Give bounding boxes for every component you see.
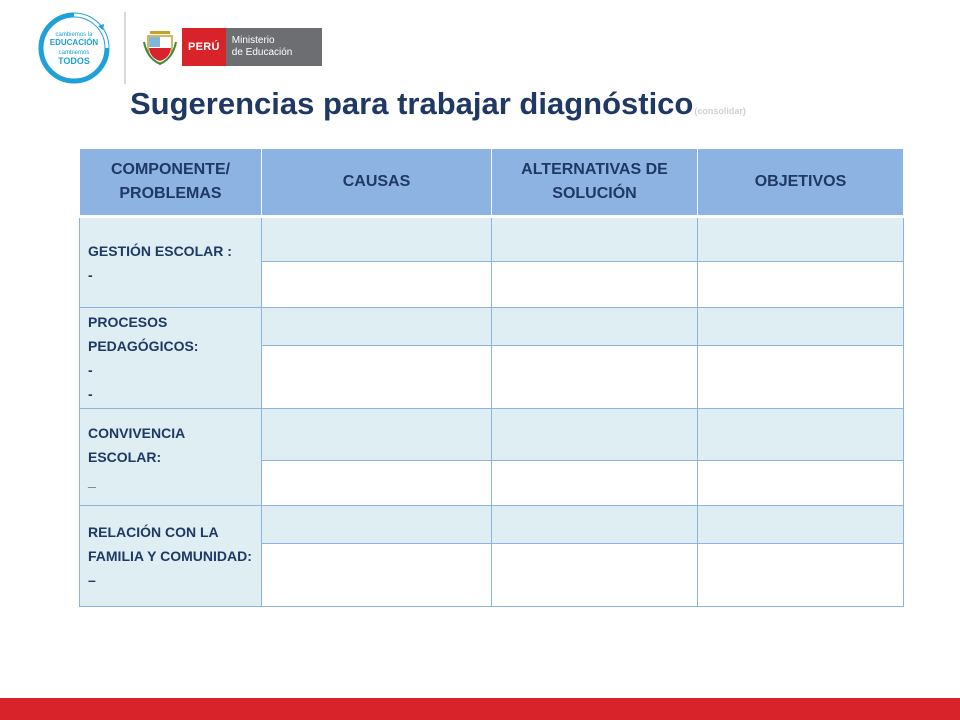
component-line: GESTIÓN ESCOLAR : (88, 242, 232, 259)
campaign-line1: cambiemos la (55, 32, 93, 38)
header-divider (124, 12, 126, 84)
diagnostic-table (79, 148, 904, 607)
cell-alternativas[interactable] (492, 262, 698, 308)
header-componente: COMPONENTE/ PROBLEMAS (80, 149, 262, 217)
cell-alternativas[interactable] (492, 308, 698, 346)
page-title: Sugerencias para trabajar diagnóstico (130, 86, 694, 121)
component-procesos (80, 308, 262, 409)
cell-objetivos[interactable] (698, 346, 904, 409)
cell-objetivos[interactable] (698, 544, 904, 607)
cell-alternativas[interactable] (492, 506, 698, 544)
table-row (80, 506, 904, 544)
cell-alternativas[interactable] (492, 461, 698, 506)
title-row (130, 86, 746, 122)
campaign-logo (38, 12, 110, 84)
header-causas: CAUSAS (262, 149, 492, 217)
title-note: (consolidar) (694, 106, 746, 116)
component-line: - (88, 266, 93, 283)
component-line: _ (88, 473, 96, 489)
cell-objetivos[interactable] (698, 461, 904, 506)
component-line: RELACIÓN CON LA FAMILIA Y COMUNIDAD: (88, 524, 252, 564)
ministry-line1: Ministerio (231, 35, 275, 46)
campaign-line2: EDUCACIÓN (49, 38, 99, 47)
footer-bar (0, 698, 960, 720)
cell-objetivos[interactable] (698, 262, 904, 308)
cell-objetivos[interactable] (698, 217, 904, 262)
table-row (80, 217, 904, 262)
cell-alternativas[interactable] (492, 217, 698, 262)
campaign-line3: cambiemos (58, 50, 90, 56)
ministry-logo (142, 28, 322, 66)
cell-objetivos[interactable] (698, 308, 904, 346)
component-line: – (88, 572, 96, 588)
header-alternativas: ALTERNATIVAS DE SOLUCIÓN (492, 149, 698, 217)
ministry-line2: de Educación (231, 47, 293, 58)
table-row (80, 308, 904, 346)
campaign-line4: TODOS (58, 56, 90, 66)
cell-causas[interactable] (262, 506, 492, 544)
cell-causas[interactable] (262, 308, 492, 346)
cell-alternativas[interactable] (492, 409, 698, 461)
component-line: - (88, 362, 93, 378)
cell-alternativas[interactable] (492, 346, 698, 409)
component-line: CONVIVENCIA ESCOLAR: (88, 425, 185, 465)
component-line: - (88, 386, 93, 402)
ministry-name (226, 28, 323, 66)
cell-causas[interactable] (262, 409, 492, 461)
cell-causas[interactable] (262, 346, 492, 409)
cell-causas[interactable] (262, 262, 492, 308)
cell-causas[interactable] (262, 461, 492, 506)
cell-causas[interactable] (262, 217, 492, 262)
component-convivencia (80, 409, 262, 506)
table-row (80, 409, 904, 461)
cell-objetivos[interactable] (698, 409, 904, 461)
header-objetivos: OBJETIVOS (698, 149, 904, 217)
table-header-row (80, 149, 904, 217)
peru-label: PERÚ (182, 28, 226, 66)
component-line: PROCESOS PEDAGÓGICOS: (88, 314, 199, 354)
component-familia (80, 506, 262, 607)
coat-of-arms-icon (142, 28, 178, 66)
cell-causas[interactable] (262, 544, 492, 607)
cell-objetivos[interactable] (698, 506, 904, 544)
cell-alternativas[interactable] (492, 544, 698, 607)
component-gestion (80, 217, 262, 308)
